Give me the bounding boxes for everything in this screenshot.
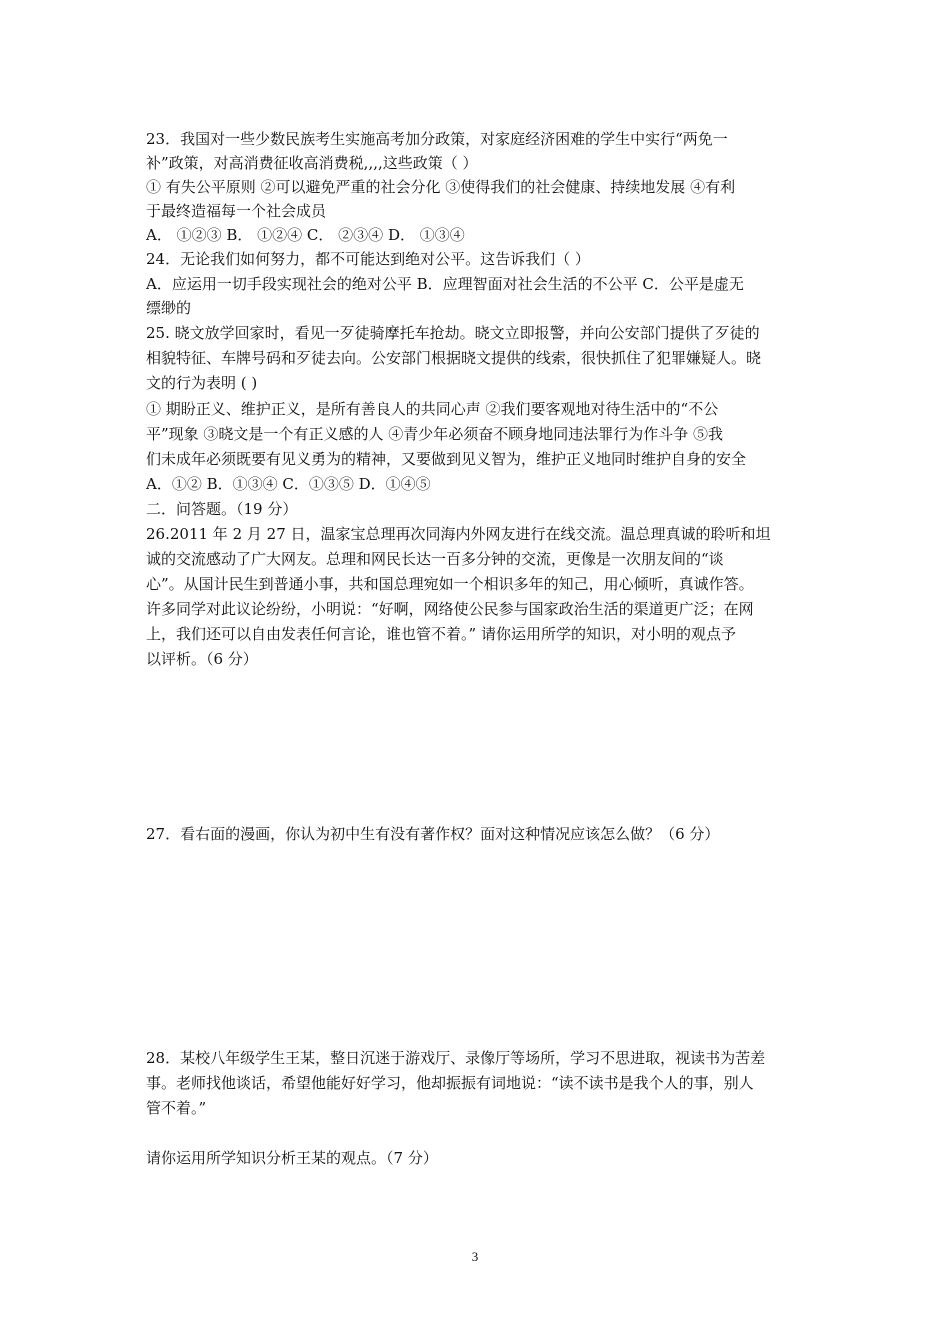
q23-statements-line-2: 于最终造福每一个社会成员 [146,202,327,220]
q25-stem-line-2: 相貌特征、车牌号码和歹徒去向。公安部门根据晓文提供的线索，很快抓住了犯罪嫌疑人。晓 [146,349,762,367]
q25-statements-line-1: ① 期盼正义、维护正义，是所有善良人的共同心声 ②我们要客观地对待生活中的“不公 [146,400,719,418]
q26-text-line-3: 心”。从国计民生到普通小事，共和国总理宛如一个相识多年的知己，用心倾听，真诚作答。 [146,575,754,593]
q23-options: A． ①②③ B． ①②④ C． ②③④ D． ①③④ [146,226,465,244]
q25-stem-line-3: 文的行为表明 ( ) [146,374,258,392]
q26-text-line-2: 诚的交流感动了广大网友。总理和网民长达一百多分钟的交流，更像是一次朋友间的“谈 [146,550,724,568]
q25-statements-line-3: 们未成年必须既要有见义勇为的精神，又要做到见义智为，维护正义地同时维护自身的安全 [146,450,747,468]
section-heading: 二．问答题。（19 分） [146,500,298,518]
q25-statements-line-2: 平”现象 ③晓文是一个有正义感的人 ④青少年必须奋不顾身地同违法罪行为作斗争 ⑤我 [146,425,723,443]
q26-text-line-5: 上，我们还可以自由发表任何言论，谁也管不着。” 请你运用所学的知识，对小明的观点予 [146,625,736,643]
q24-options-line-1: A．应运用一切手段实现社会的绝对公平 B．应理智面对社会生活的不公平 C．公平是虚无 [146,275,744,293]
q26-text-line-6: 以评析。（6 分） [146,650,258,668]
q23-stem-line-2: 补”政策，对高消费征收高消费税,,,,这些政策（ ） [146,154,478,172]
q28-text-line-3: 管不着。” [146,1099,207,1117]
q26-text-line-4: 许多同学对此议论纷纷，小明说：“好啊，网络使公民参与国家政治生活的渠道更广泛；在网 [146,600,754,618]
q27-text: 27．看右面的漫画，你认为初中生有没有著作权？面对这种情况应该怎么做？（6 分） [146,825,720,843]
q25-options: A．①② B．①③④ C．①③⑤ D．①④⑤ [146,475,431,493]
q28-text-line-2: 事。老师找他谈话，希望他能好好学习，他却振振有词地说：“读不读书是我个人的事，别人 [146,1074,754,1092]
q23-stem-line-1: 23．我国对一些少数民族考生实施高考加分政策，对家庭经济困难的学生中实行“两免一 [146,130,728,148]
page-number: 3 [471,1249,479,1264]
q24-options-line-2: 缥缈的 [146,299,192,317]
q24-stem: 24．无论我们如何努力，都不可能达到绝对公平。这告诉我们（ ） [146,250,590,268]
q26-text-line-1: 26.2011 年 2 月 27 日，温家宝总理再次同海内外网友进行在线交流。温总理真诚的聆听和坦 [146,525,771,543]
q28-text-line-1: 28．某校八年级学生王某，整日沉迷于游戏厅、录像厅等场所，学习不思进取，视读书为苦差 [146,1049,766,1067]
q23-statements-line-1: ① 有失公平原则 ②可以避免严重的社会分化 ③使得我们的社会健康、持续地发展 ④有利 [146,178,736,196]
q28-prompt: 请你运用所学知识分析王某的观点。（7 分） [146,1149,438,1167]
q25-stem-line-1: 25. 晓文放学回家时，看见一歹徒骑摩托车抢劫。晓文立即报警，并向公安部门提供了歹徒的 [146,324,760,342]
